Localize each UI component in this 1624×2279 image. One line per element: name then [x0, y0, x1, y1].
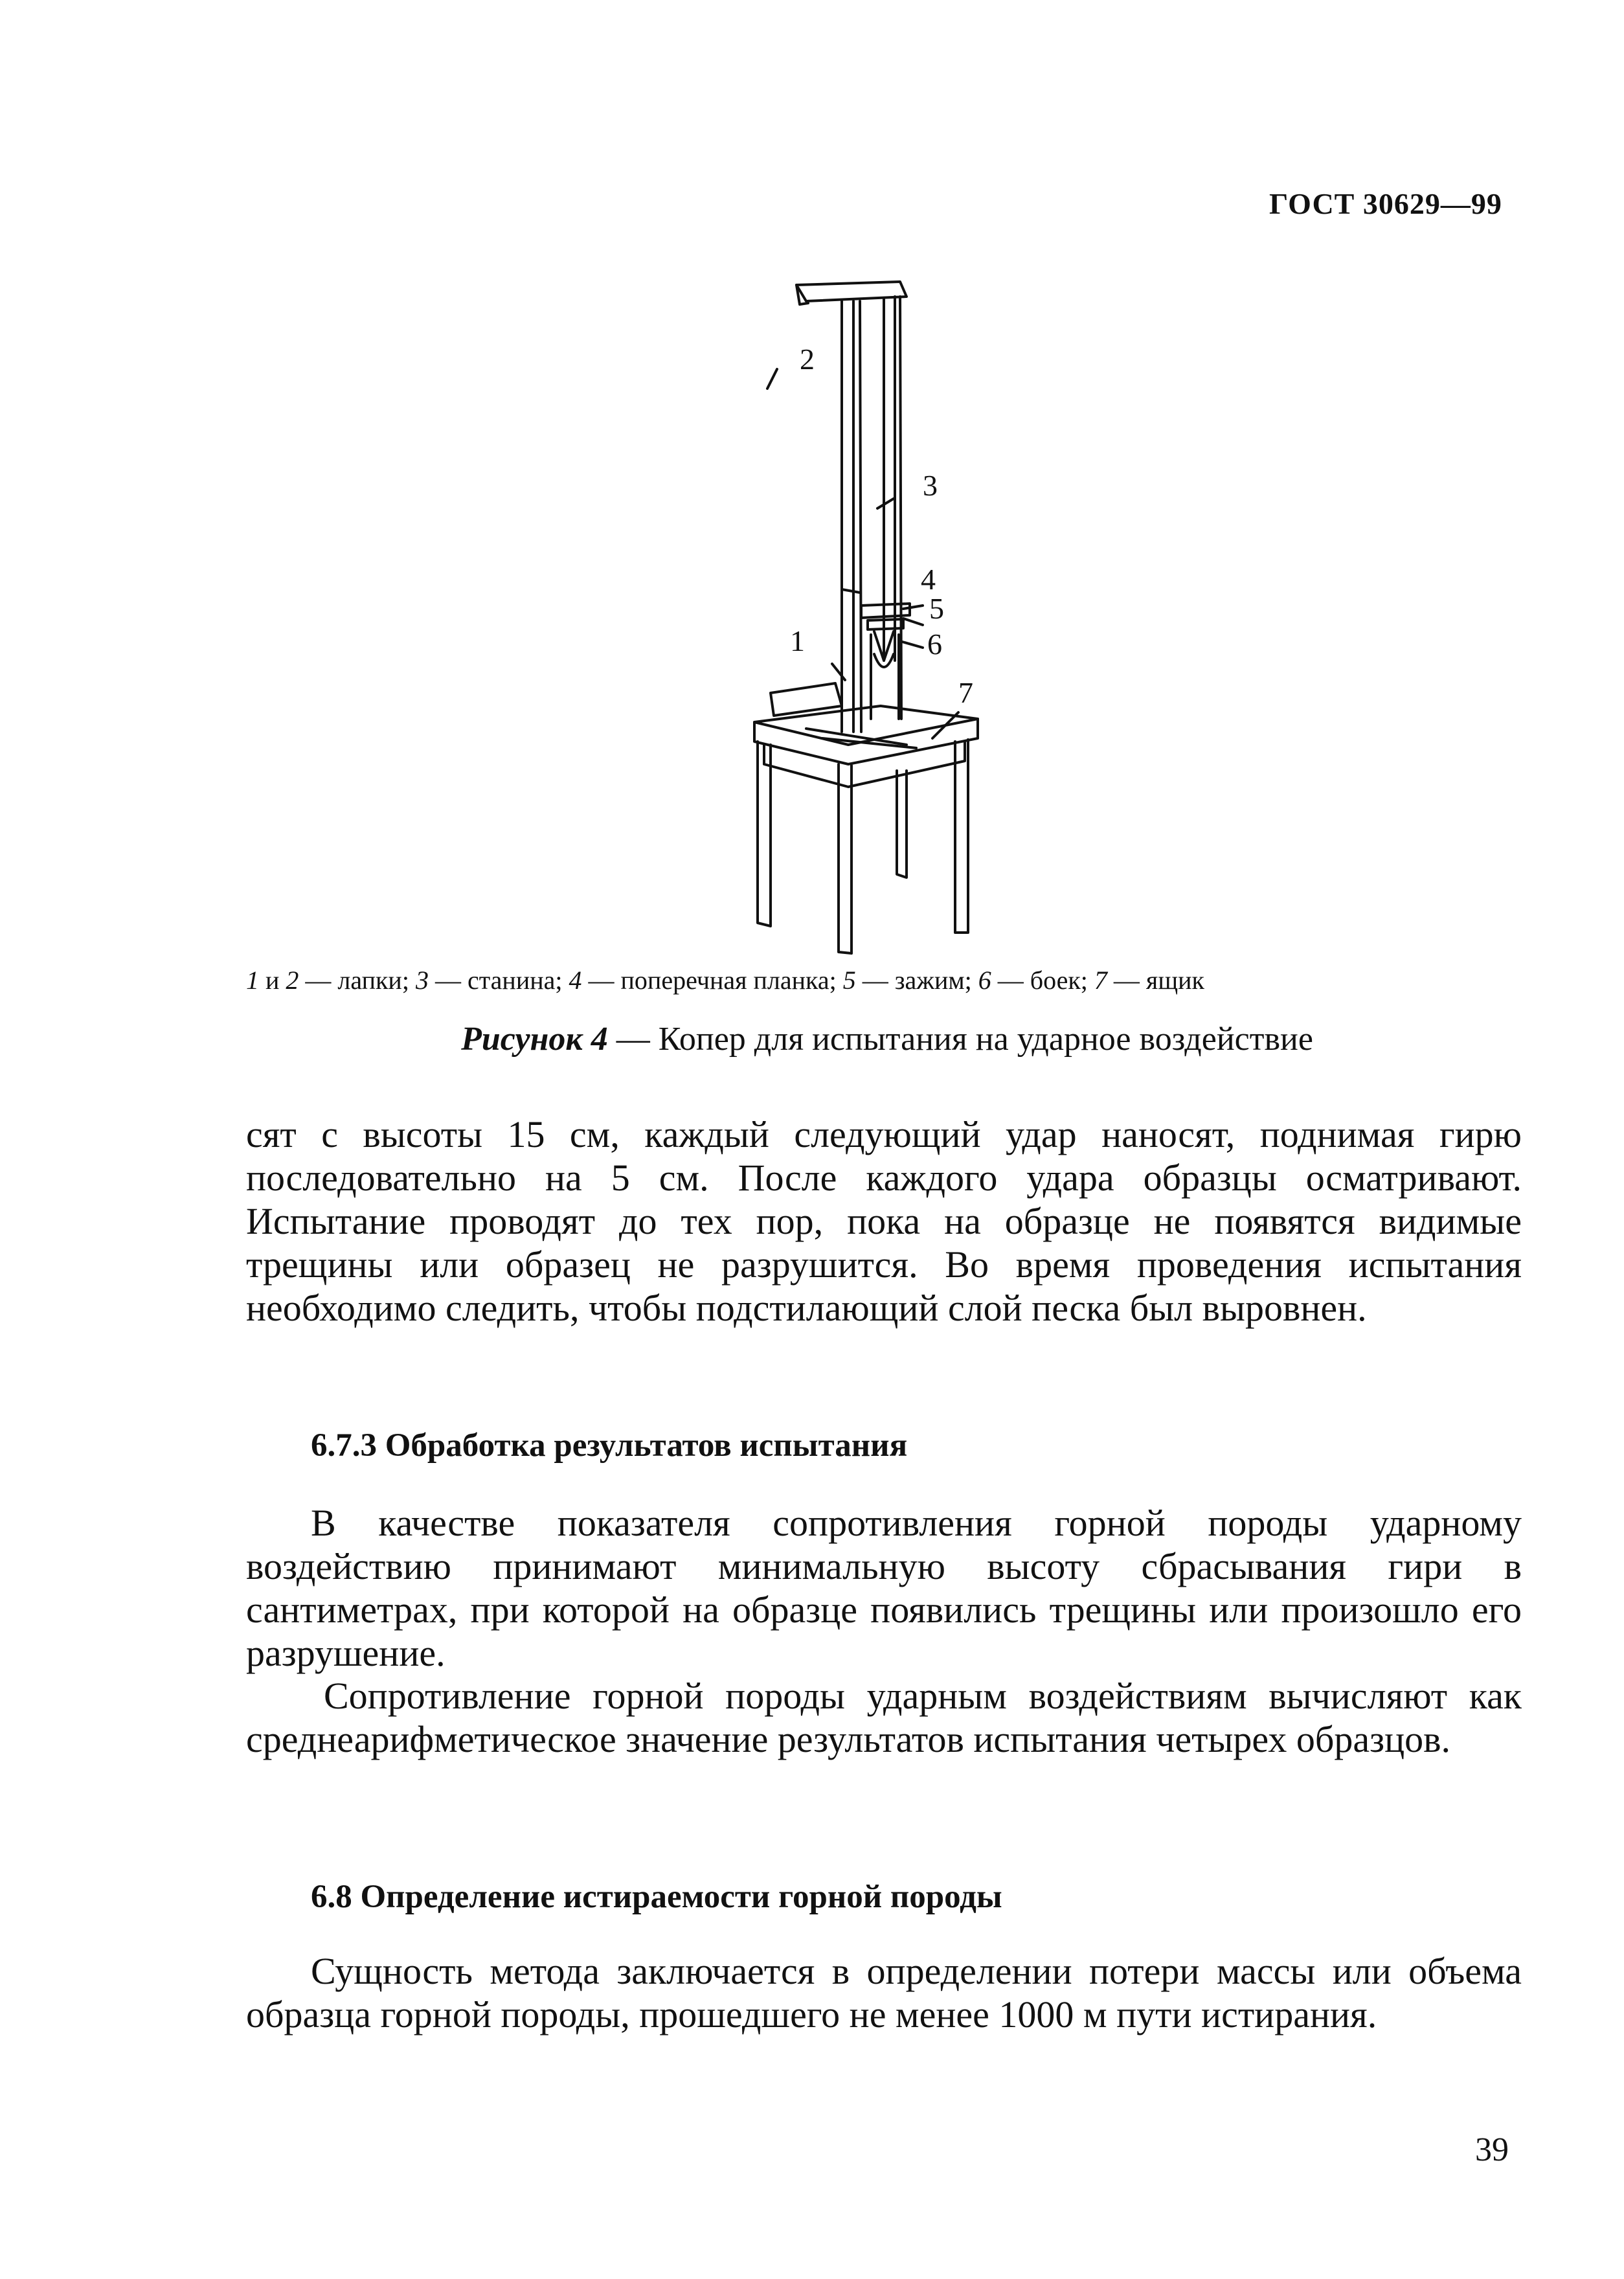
- paragraph-calculation: Сопротивление горной породы ударным воздействиям вычисляют как среднеарифметическое значение результатов испытания четырех образцов.: [246, 1675, 1522, 1760]
- impact-tester-figure: [745, 266, 1068, 965]
- paragraph-result-indicator: В качестве показателя сопротивления горной породы ударному воздействию принимают минимальную высоту сбрасывания гири в сантиметрах, при которой на образце появились трещины или произошло его разрушение.: [246, 1502, 1522, 1674]
- figure-caption: [246, 1020, 1528, 1058]
- legend-num-4: 4: [569, 966, 582, 995]
- figure-caption-text: — Копер для испытания на ударное воздействие: [607, 1021, 1313, 1058]
- callout-1: 1: [790, 624, 805, 657]
- callout-7: 7: [958, 676, 973, 709]
- callout-4: 4: [921, 563, 936, 596]
- figure-legend: [246, 965, 1528, 995]
- legend-text-7: — ящик: [1107, 966, 1204, 995]
- legend-text-4: — поперечная планка;: [581, 966, 843, 995]
- callout-6: 6: [927, 628, 942, 661]
- figure-drawing: [754, 282, 978, 953]
- legend-num-2: 2: [286, 966, 299, 995]
- callout-5: 5: [929, 592, 944, 625]
- section-heading-6-8: 6.8 Определение истираемости горной породы: [311, 1879, 1002, 1915]
- legend-text-1: и: [259, 966, 286, 995]
- page-number: 39: [1475, 2131, 1509, 2168]
- legend-text-2: — лапки;: [299, 966, 416, 995]
- callout-3: 3: [923, 469, 938, 502]
- legend-num-7: 7: [1094, 966, 1107, 995]
- section-heading-6-7-3: 6.7.3 Обработка результатов испытания: [311, 1427, 908, 1464]
- callout-2: 2: [800, 343, 815, 376]
- legend-num-1: 1: [246, 966, 259, 995]
- legend-text-5: — зажим;: [855, 966, 978, 995]
- figure-caption-label: Рисунок 4: [461, 1021, 608, 1058]
- paragraph-continuation: сят с высоты 15 см, каждый следующий удар наносят, поднимая гирю последовательно на 5 см. После каждого удара образцы осматривают. Испытание проводят до тех пор, пока на образце не появятся видимые трещины или образец не разрушится. Во время проведения испытания необходимо следить, чтобы подстилающий слой песка был выровнен.: [246, 1113, 1522, 1329]
- legend-num-6: 6: [978, 966, 991, 995]
- legend-num-5: 5: [842, 966, 856, 995]
- legend-text-6: — боек;: [991, 966, 1094, 995]
- document-code: ГОСТ 30629—99: [1269, 187, 1502, 220]
- paragraph-method-essence: Сущность метода заключается в определении потери массы или объема образца горной породы, прошедшего не менее 1000 м пути истирания.: [246, 1950, 1522, 2035]
- legend-num-3: 3: [415, 966, 429, 995]
- legend-text-3: — станина;: [428, 966, 569, 995]
